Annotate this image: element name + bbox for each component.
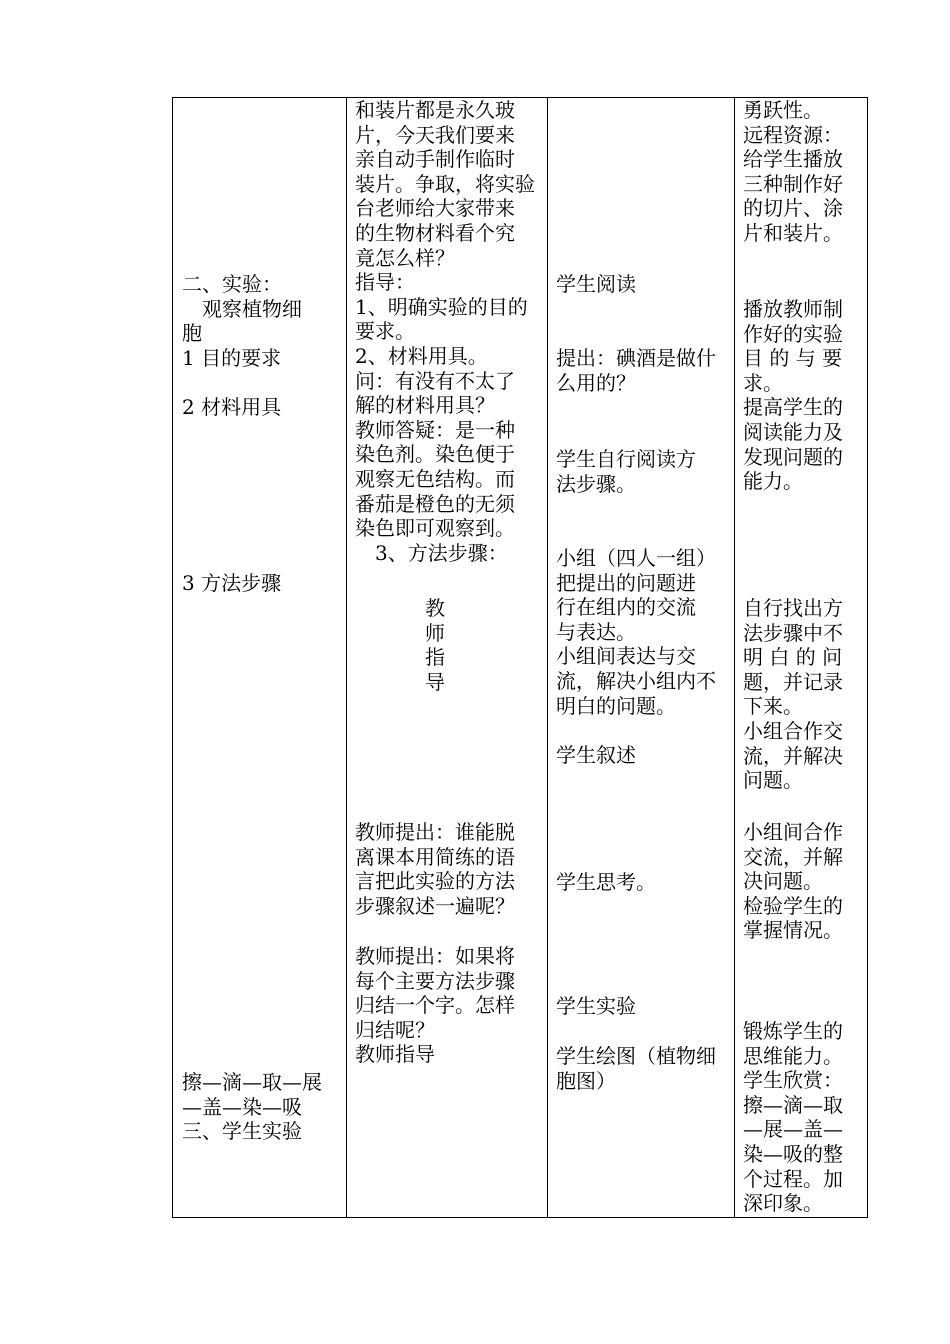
col3-draw [556, 1044, 716, 1093]
text-line: 提出：碘酒是做什 [556, 346, 716, 370]
text-line: 学生叙述 [556, 742, 636, 767]
text-line: 把提出的问题进 [556, 570, 696, 595]
col4-train [743, 1019, 843, 1216]
text-char: 导 [425, 669, 445, 694]
col3-ask [556, 346, 716, 395]
text-line: —盖—染—吸 [182, 1094, 302, 1119]
text-line: 胞 [182, 321, 202, 346]
text-line: 的切片、涂 [743, 196, 843, 221]
text-line: 解的材料用具？ [355, 393, 495, 418]
text-line: 竟怎么样？ [355, 245, 455, 270]
text-line: 题，并记录 [743, 669, 843, 694]
text-line: 观察无色结构。而 [355, 466, 515, 491]
text-line: 给学生播放 [743, 147, 843, 172]
col4-top [743, 98, 843, 246]
col2-question2 [355, 944, 515, 1067]
text-line: 擦—滴—取—展 [182, 1070, 322, 1094]
text-line: 片和装片。 [743, 220, 843, 245]
text-line: 明 白 的 问 [743, 645, 843, 670]
col3-self-read [556, 447, 696, 496]
text-line: 胞图） [556, 1068, 616, 1093]
text-line: 个过程。加 [743, 1166, 843, 1191]
text-line: 求。 [743, 370, 783, 395]
text-line: 远程资源： [743, 122, 843, 147]
col2-question1 [355, 820, 515, 918]
text-line: 二、实验： [182, 272, 282, 296]
text-line: 法步骤中不 [743, 620, 843, 645]
column-divider [547, 98, 548, 1217]
text-line: 学生欣赏： [743, 1068, 843, 1093]
text-line: 明白的问题。 [556, 693, 676, 718]
text-line: 步骤叙述一遍呢？ [355, 893, 515, 918]
student-reading: 学生阅读 [556, 272, 636, 296]
text-line: —展—盖— [743, 1117, 843, 1142]
student-experiment: 学生实验 [556, 994, 636, 1018]
method-steps-heading: 3 方法步骤 [182, 571, 282, 595]
text-line: 问：有没有不太了 [355, 368, 515, 393]
text-line: 目 的 与 要 [743, 346, 843, 371]
text-line: 观察植物细 [182, 296, 302, 321]
text-line: 行在组内的交流 [556, 595, 696, 620]
text-line: 检验学生的 [743, 893, 843, 918]
text-line: 法步骤。 [556, 471, 636, 496]
text-char: 教 [425, 596, 445, 620]
col1-end [182, 1070, 322, 1144]
col4-find [743, 596, 843, 793]
text-line: 3、方法步骤： [355, 540, 508, 565]
text-line: 染色即可观察到。 [355, 516, 515, 541]
text-line: 染—吸的整 [743, 1141, 843, 1166]
text-line: 1 目的要求 [182, 345, 282, 370]
text-line: 能力。 [743, 469, 803, 494]
text-line: 与表达。 [556, 619, 636, 644]
text-line: 教师指导 [355, 1042, 435, 1067]
text-line: 下来。 [743, 694, 803, 719]
text-line: 学生自行阅读方 [556, 447, 696, 471]
text-line: 深印象。 [743, 1191, 823, 1216]
text-line: 言把此实验的方法 [355, 869, 515, 894]
text-line: 教师提出：谁能脱 [355, 820, 515, 844]
text-line: 的生物材料看个究 [355, 220, 515, 245]
text-line: 离课本用简练的语 [355, 844, 515, 869]
text-line: 要求。 [355, 319, 415, 344]
text-line: 流，解决小组内不 [556, 668, 716, 693]
text-line: 勇跃性。 [743, 98, 823, 122]
col4-mid [743, 297, 843, 494]
text-line: 每个主要方法步骤 [355, 968, 515, 993]
text-line: 台老师给大家带来 [355, 196, 515, 221]
text-line: 掌握情况。 [743, 918, 843, 943]
text-line: 播放教师制 [743, 297, 843, 321]
text-line: 提高学生的 [743, 395, 843, 420]
col2-top [355, 98, 535, 565]
text-char: 指 [425, 645, 445, 670]
text-line: 小组间表达与交 [556, 644, 696, 669]
spacer [182, 370, 302, 395]
text-char: 师 [425, 620, 445, 645]
col1-lines [182, 272, 302, 420]
text-line: 小组间合作 [743, 820, 843, 844]
col3-group [556, 546, 716, 767]
text-line: 1、明确实验的目的 [355, 294, 528, 319]
text-line: 教师提出：如果将 [355, 944, 515, 968]
text-line: 决问题。 [743, 869, 823, 894]
text-line: 思维能力。 [743, 1043, 843, 1068]
text-line: 小组合作交 [743, 718, 843, 743]
text-line: 阅读能力及 [743, 419, 843, 444]
text-line: 归结一个字。怎样 [355, 993, 515, 1018]
text-line: 2、材料用具。 [355, 343, 488, 368]
text-line: 小组（四人一组） [556, 546, 716, 570]
text-line: 发现问题的 [743, 444, 843, 469]
text-line: 三种制作好 [743, 171, 843, 196]
text-line: 流，并解决 [743, 743, 843, 768]
text-line: 自行找出方 [743, 596, 843, 620]
text-line: 擦—滴—取 [743, 1092, 843, 1117]
text-line: 亲自动手制作临时 [355, 147, 515, 172]
text-line: 片，今天我们要来 [355, 122, 515, 147]
text-line: 学生绘图（植物细 [556, 1044, 716, 1068]
text-line: 教师答疑：是一种 [355, 417, 515, 442]
text-line: 装片。争取，将实验 [355, 171, 535, 196]
text-line: 交流，并解 [743, 844, 843, 869]
column-divider [346, 98, 347, 1217]
spacer [556, 718, 716, 743]
lesson-table [172, 97, 868, 1218]
text-line: 三、学生实验 [182, 1119, 302, 1144]
col4-interaction [743, 820, 843, 943]
text-line: 锻炼学生的 [743, 1019, 843, 1043]
text-line: 问题。 [743, 768, 803, 793]
teacher-guidance-vertical [425, 596, 445, 694]
text-line: 么用的？ [556, 370, 636, 395]
text-line: 2 材料用具 [182, 394, 282, 419]
text-line: 染色剂。染色便于 [355, 442, 515, 467]
text-line: 作好的实验 [743, 321, 843, 346]
text-line: 指导： [355, 270, 415, 295]
text-line: 和装片都是永久玻 [355, 98, 515, 122]
student-think: 学生思考。 [556, 870, 656, 894]
text-line: 归结呢？ [355, 1017, 435, 1042]
column-divider [734, 98, 735, 1217]
text-line: 番茄是橙色的无须 [355, 491, 515, 516]
